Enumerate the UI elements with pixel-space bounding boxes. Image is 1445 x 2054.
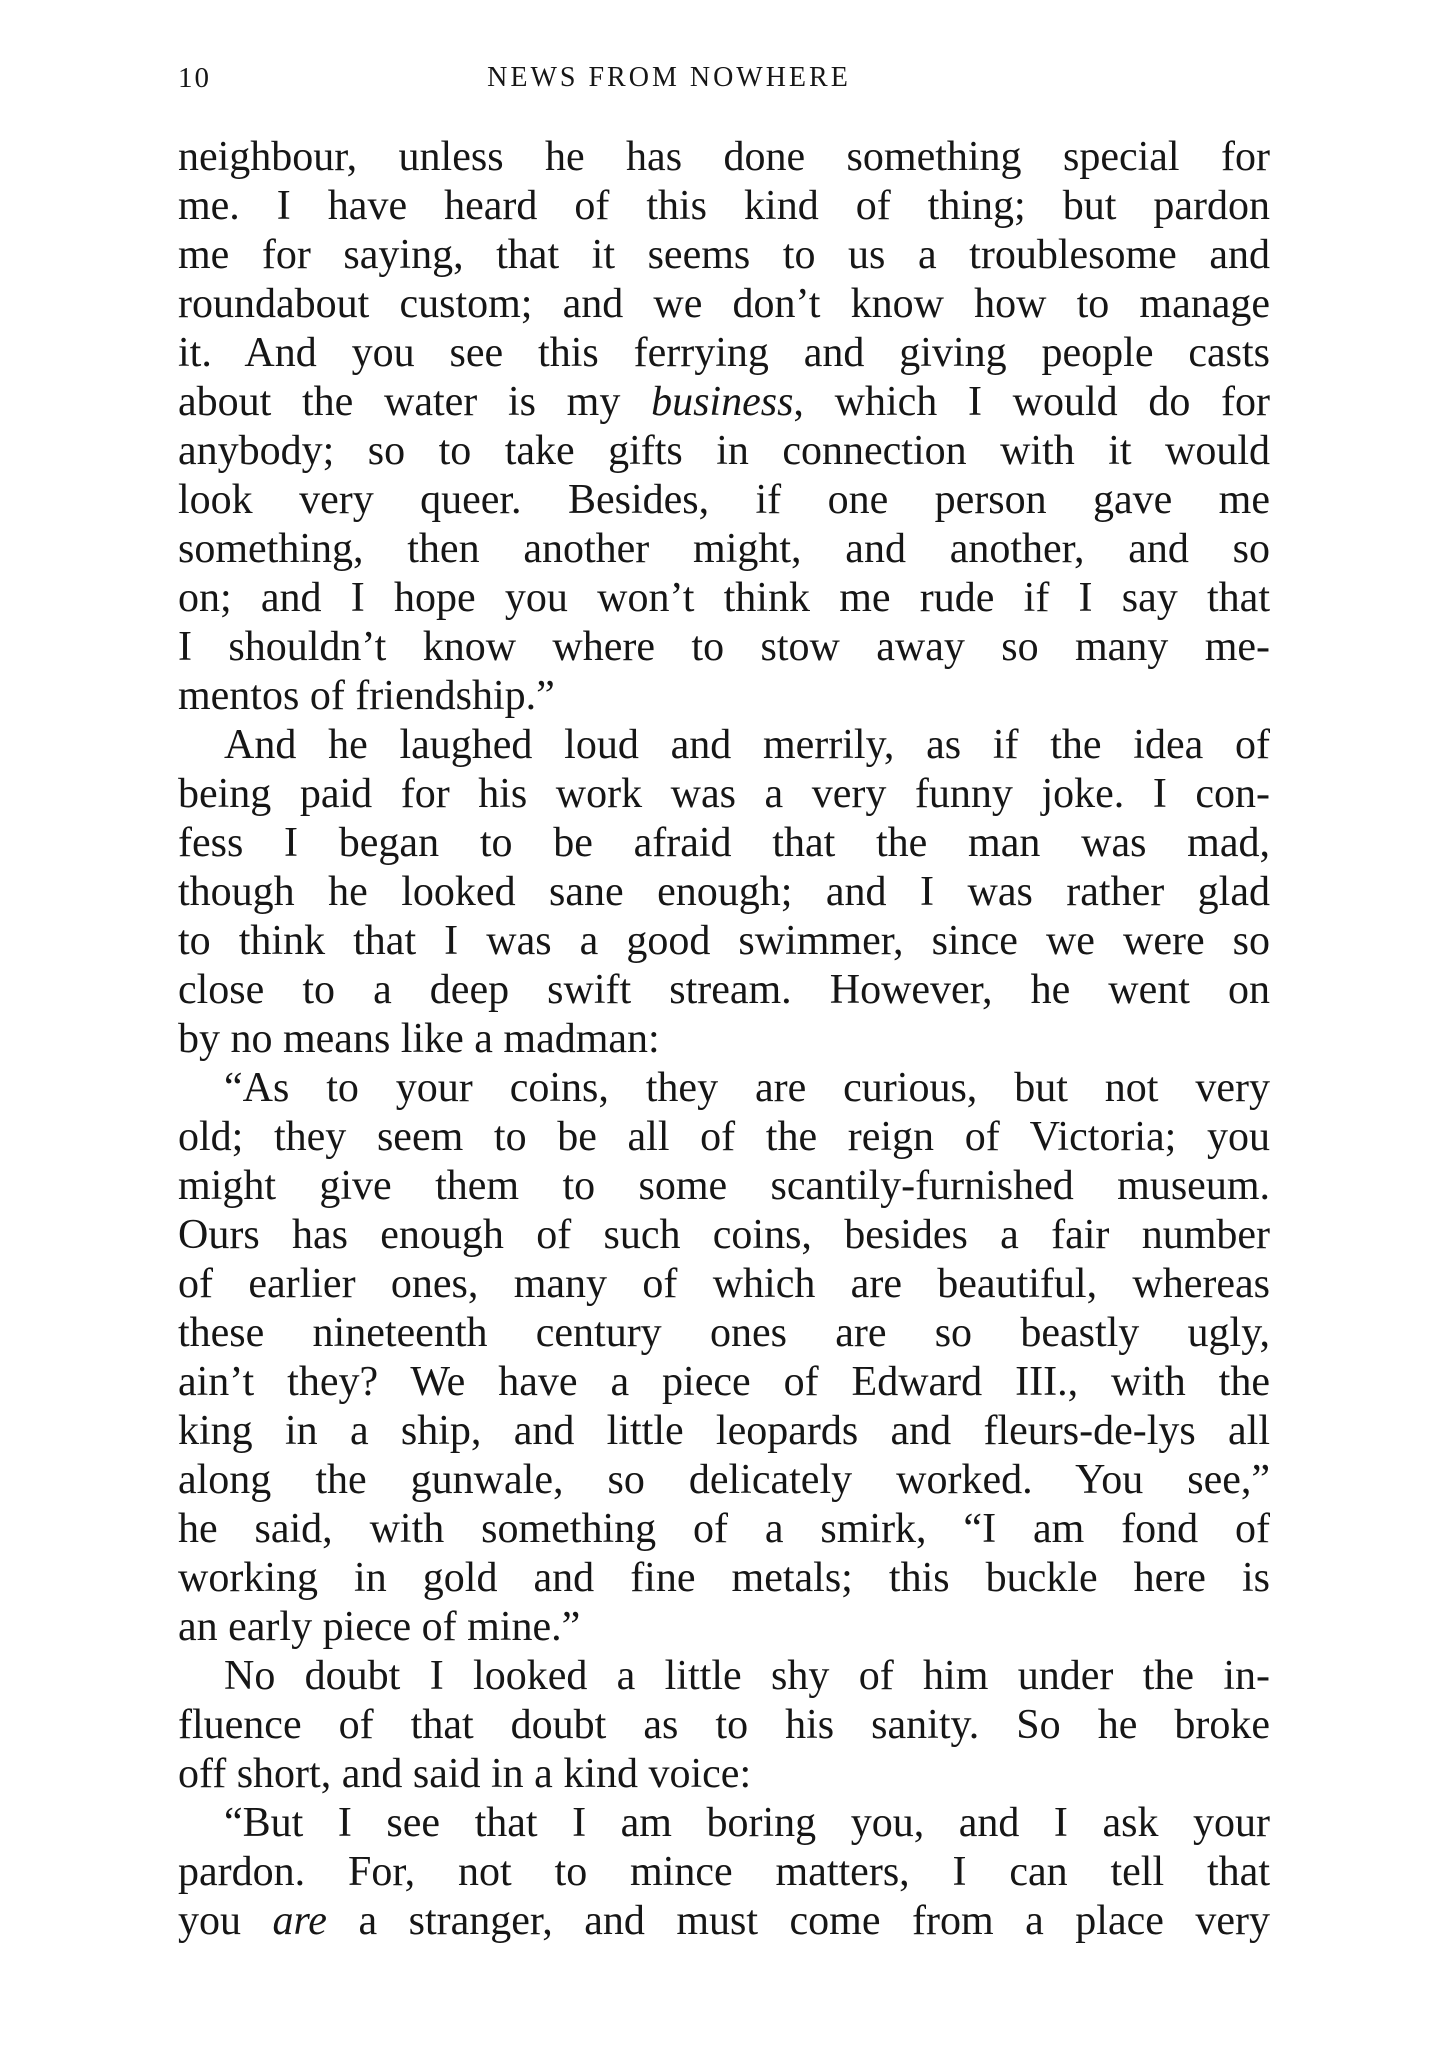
running-title: NEWS FROM NOWHERE <box>487 62 851 93</box>
text-line: look very queer. Besides, if one person gave me <box>178 477 1270 523</box>
text-line: something, then another might, and another, and so <box>178 526 1270 572</box>
text-line: “But I see that I am boring you, and I ask your <box>224 1800 1270 1846</box>
text-line: Ours has enough of such coins, besides a fair number <box>178 1212 1270 1258</box>
text-line: on; and I hope you won’t think me rude if I say that <box>178 575 1270 621</box>
italic-word: are <box>272 1898 327 1944</box>
text-line: working in gold and fine metals; this buckle here is <box>178 1555 1270 1601</box>
text-segment: about the water is my <box>178 379 652 425</box>
running-head <box>178 62 1270 112</box>
text-line: me for saying, that it seems to us a troublesome and <box>178 232 1270 278</box>
text-line: by no means like a madman: <box>178 1016 660 1062</box>
text-line: pardon. For, not to mince matters, I can tell that <box>178 1849 1270 1895</box>
text-line <box>178 378 1270 427</box>
text-line: And he laughed loud and merrily, as if the idea of <box>224 722 1270 768</box>
text-line: he said, with something of a smirk, “I am fond of <box>178 1506 1270 1552</box>
text-line: mentos of friendship.” <box>178 673 555 719</box>
page-number: 10 <box>178 62 211 94</box>
text-line: ain’t they? We have a piece of Edward III., with the <box>178 1359 1270 1405</box>
text-line: anybody; so to take gifts in connection with it would <box>178 428 1270 474</box>
text-line: I shouldn’t know where to stow away so many me- <box>178 624 1270 670</box>
italic-word: business <box>651 379 794 425</box>
text-line: might give them to some scantily-furnished museum. <box>178 1163 1270 1209</box>
text-line: “As to your coins, they are curious, but not very <box>224 1065 1270 1111</box>
text-line: old; they seem to be all of the reign of Victoria; you <box>178 1114 1270 1160</box>
text-line: an early piece of mine.” <box>178 1604 581 1650</box>
text-line: though he looked sane enough; and I was rather glad <box>178 869 1270 915</box>
text-segment: a stranger, and must come from a place very <box>326 1898 1271 1944</box>
text-line: roundabout custom; and we don’t know how to manage <box>178 281 1270 327</box>
text-line: being paid for his work was a very funny joke. I con- <box>178 771 1270 817</box>
text-line: king in a ship, and little leopards and fleurs-de-lys all <box>178 1408 1270 1454</box>
text-line <box>178 1897 1270 1946</box>
text-line: me. I have heard of this kind of thing; but pardon <box>178 183 1270 229</box>
text-line: No doubt I looked a little shy of him under the in- <box>224 1653 1270 1699</box>
text-line: fess I began to be afraid that the man was mad, <box>178 820 1270 866</box>
text-line: off short, and said in a kind voice: <box>178 1751 752 1797</box>
text-line: it. And you see this ferrying and giving people casts <box>178 330 1270 376</box>
text-segment: , which I would do for <box>793 379 1270 425</box>
text-line: of earlier ones, many of which are beautiful, whereas <box>178 1261 1270 1307</box>
text-line: close to a deep swift stream. However, he went on <box>178 967 1270 1013</box>
text-line: to think that I was a good swimmer, since we were so <box>178 918 1270 964</box>
text-segment: you <box>178 1898 273 1944</box>
text-line: neighbour, unless he has done something special for <box>178 134 1270 180</box>
text-line: fluence of that doubt as to his sanity. So he broke <box>178 1702 1270 1748</box>
text-line: these nineteenth century ones are so beastly ugly, <box>178 1310 1270 1356</box>
body-text <box>178 133 1270 1946</box>
text-line: along the gunwale, so delicately worked. You see,” <box>178 1457 1270 1503</box>
